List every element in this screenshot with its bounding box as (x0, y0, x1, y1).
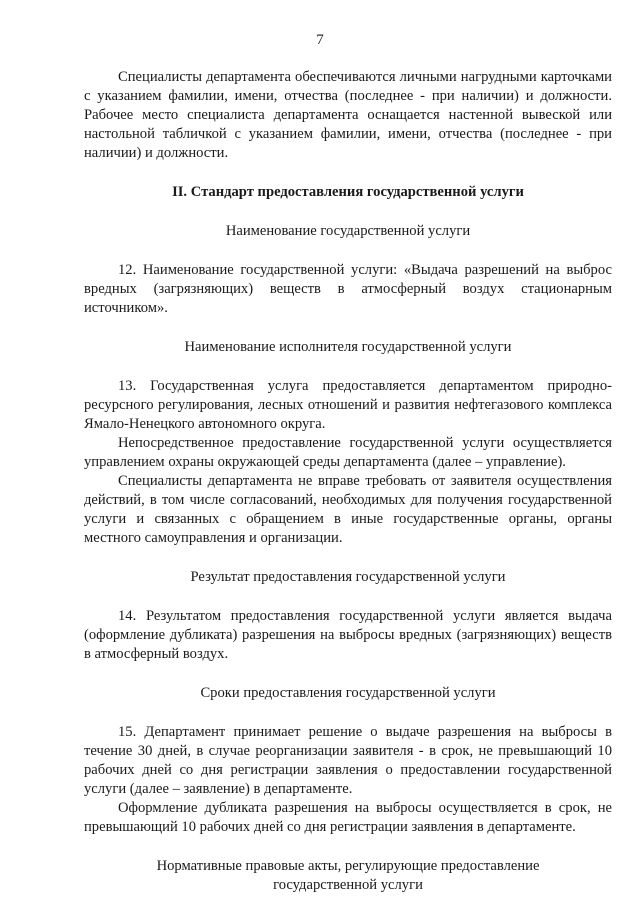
subheading-legal-acts-line2: государственной услуги (273, 877, 423, 893)
subheading-service-name: Наименование государственной услуги (225, 223, 471, 239)
paragraph-15-duplicate: Оформление дубликата разрешения на выбросы осуществляется в срок, не превышающий 10 рабочих дней со дня регистрации заявления в департаменте. (84, 800, 612, 835)
subheading-legal-acts (84, 857, 612, 895)
intro-paragraph: Специалисты департамента обеспечиваются личными нагрудными карточками с указанием фамилии, имени, отчества (последнее - при наличии) и должности. Рабочее место специалиста департамента оснащается настенной вывеской или настольной табличкой с указанием фамилии, имени, отчества (последнее - при наличии) и должности. (84, 69, 612, 161)
section-title: II. Стандарт предоставления государственной услуги (172, 184, 524, 200)
paragraph-13-direct-provision: Непосредственное предоставление государственной услуги осуществляется управлением охраны окружающей среды департамента (далее – управление). (84, 435, 612, 470)
paragraph-14: 14. Результатом предоставления государственной услуги является выдача (оформление дубликата) разрешения на выбросы вредных (загрязняющих) веществ в атмосферный воздух. (84, 608, 612, 662)
paragraph-15: 15. Департамент принимает решение о выдаче разрешения на выбросы в течение 30 дней, в случае реорганизации заявителя - в срок, не превышающий 10 рабочих дней со дня регистрации заявления о предоставлении государственной услуги (далее – заявление) в департаменте. (84, 724, 612, 797)
document-body (84, 68, 612, 895)
subheading-executor: Наименование исполнителя государственной услуги (184, 339, 512, 355)
paragraph-12: 12. Наименование государственной услуги: «Выдача разрешений на выброс вредных (загрязняющих) веществ в атмосферный воздух стационарным источником». (84, 262, 612, 316)
paragraph-13-specialists: Специалисты департамента не вправе требовать от заявителя осуществления действий, в том числе согласований, необходимых для получения государственной услуги и связанных с обращением в иные государственные органы, органы местного самоуправления и организации. (84, 473, 612, 546)
subheading-legal-acts-line1: Нормативные правовые акты, регулирующие предоставление (156, 858, 540, 874)
page-number: 7 (316, 32, 324, 48)
subheading-terms: Сроки предоставления государственной услуги (200, 685, 496, 701)
paragraph-13: 13. Государственная услуга предоставляется департаментом природно-ресурсного регулирования, лесных отношений и развития нефтегазового комплекса Ямало-Ненецкого автономного округа. (84, 378, 612, 432)
subheading-result: Результат предоставления государственной услуги (190, 569, 506, 585)
